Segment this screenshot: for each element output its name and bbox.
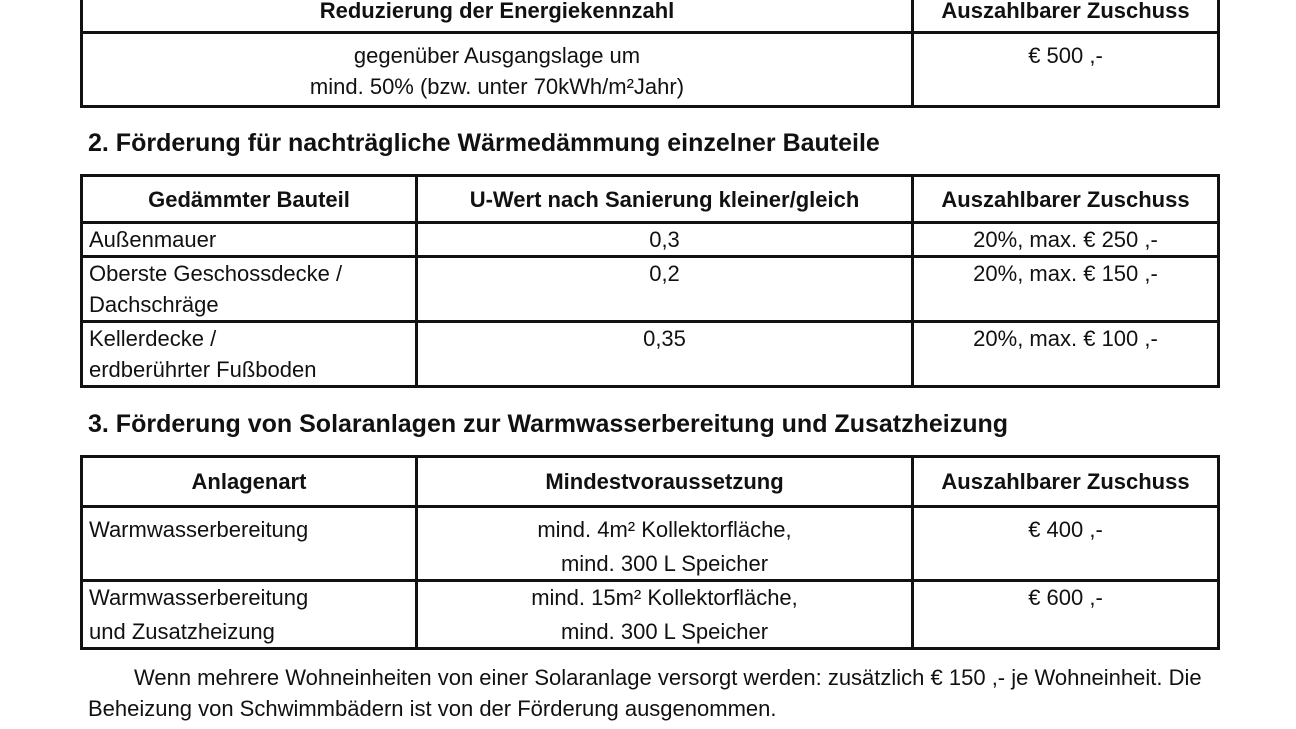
requirement-line1: mind. 15m² Kollektorfläche, [531, 585, 798, 610]
uvalue-cell: 0,2 [417, 257, 913, 322]
insulation-table [80, 174, 1220, 388]
system-type-cell [82, 581, 417, 649]
footnote-text: Wenn mehrere Wohneinheiten von einer Solaranlage versorgt werden: zusätzlich € 150 ,- je Wohneinheit. Die Beheizung von Schwimmbädern ist von der Förderung ausgenommen. [88, 665, 1202, 721]
system-type-cell [82, 507, 417, 581]
header-requirement: Mindestvoraussetzung [417, 457, 913, 507]
header-component: Gedämmter Bauteil [82, 176, 417, 223]
table-row [82, 257, 1219, 322]
table-row [82, 507, 1219, 581]
energy-reduction-line2: mind. 50% (bzw. unter 70kWh/m²Jahr) [309, 74, 685, 99]
requirement-cell [417, 507, 913, 581]
component-cell [82, 322, 417, 387]
energy-reduction-line1: gegenüber Ausgangslage um [353, 43, 641, 68]
grant-cell: 20%, max. € 250 ,- [913, 223, 1219, 257]
grant-cell: 20%, max. € 100 ,- [913, 322, 1219, 387]
component-line1: Außenmauer [89, 227, 217, 252]
component-line2: erdberührter Fußboden [89, 357, 317, 382]
requirement-line2: mind. 300 L Speicher [560, 551, 769, 576]
section2-heading: 2. Förderung für nachträgliche Wärmedämmung einzelner Bauteile [88, 129, 880, 157]
grant-cell: 20%, max. € 150 ,- [913, 257, 1219, 322]
energy-index-table [80, 0, 1220, 108]
requirement-line2: mind. 300 L Speicher [560, 619, 769, 644]
component-line1: Kellerdecke / [89, 326, 217, 351]
header-system-type: Anlagenart [82, 457, 417, 507]
system-type-line1: Warmwasserbereitung [89, 585, 309, 610]
requirement-cell [417, 581, 913, 649]
header-grant: Auszahlbarer Zuschuss [913, 0, 1219, 33]
energy-grant-cell: € 500 ,- [913, 33, 1219, 107]
section3-heading: 3. Förderung von Solaranlagen zur Warmwasserbereitung und Zusatzheizung [88, 410, 1009, 438]
component-cell [82, 257, 417, 322]
grant-cell: € 400 ,- [913, 507, 1219, 581]
uvalue-cell: 0,3 [417, 223, 913, 257]
header-energy-reduction: Reduzierung der Energiekennzahl [82, 0, 913, 33]
header-grant: Auszahlbarer Zuschuss [913, 176, 1219, 223]
component-line1: Oberste Geschossdecke / [89, 261, 343, 286]
table-row [82, 223, 1219, 257]
component-line2: Dachschräge [89, 292, 219, 317]
table-row [82, 581, 1219, 649]
energy-reduction-cell [82, 33, 913, 107]
system-type-line2: und Zusatzheizung [89, 619, 275, 644]
uvalue-cell: 0,35 [417, 322, 913, 387]
requirement-line1: mind. 4m² Kollektorfläche, [537, 517, 792, 542]
header-uvalue: U-Wert nach Sanierung kleiner/gleich [417, 176, 913, 223]
header-grant: Auszahlbarer Zuschuss [913, 457, 1219, 507]
grant-cell: € 600 ,- [913, 581, 1219, 649]
solar-table [80, 455, 1220, 650]
component-cell [82, 223, 417, 257]
system-type-line1: Warmwasserbereitung [89, 517, 309, 542]
table-row [82, 322, 1219, 387]
